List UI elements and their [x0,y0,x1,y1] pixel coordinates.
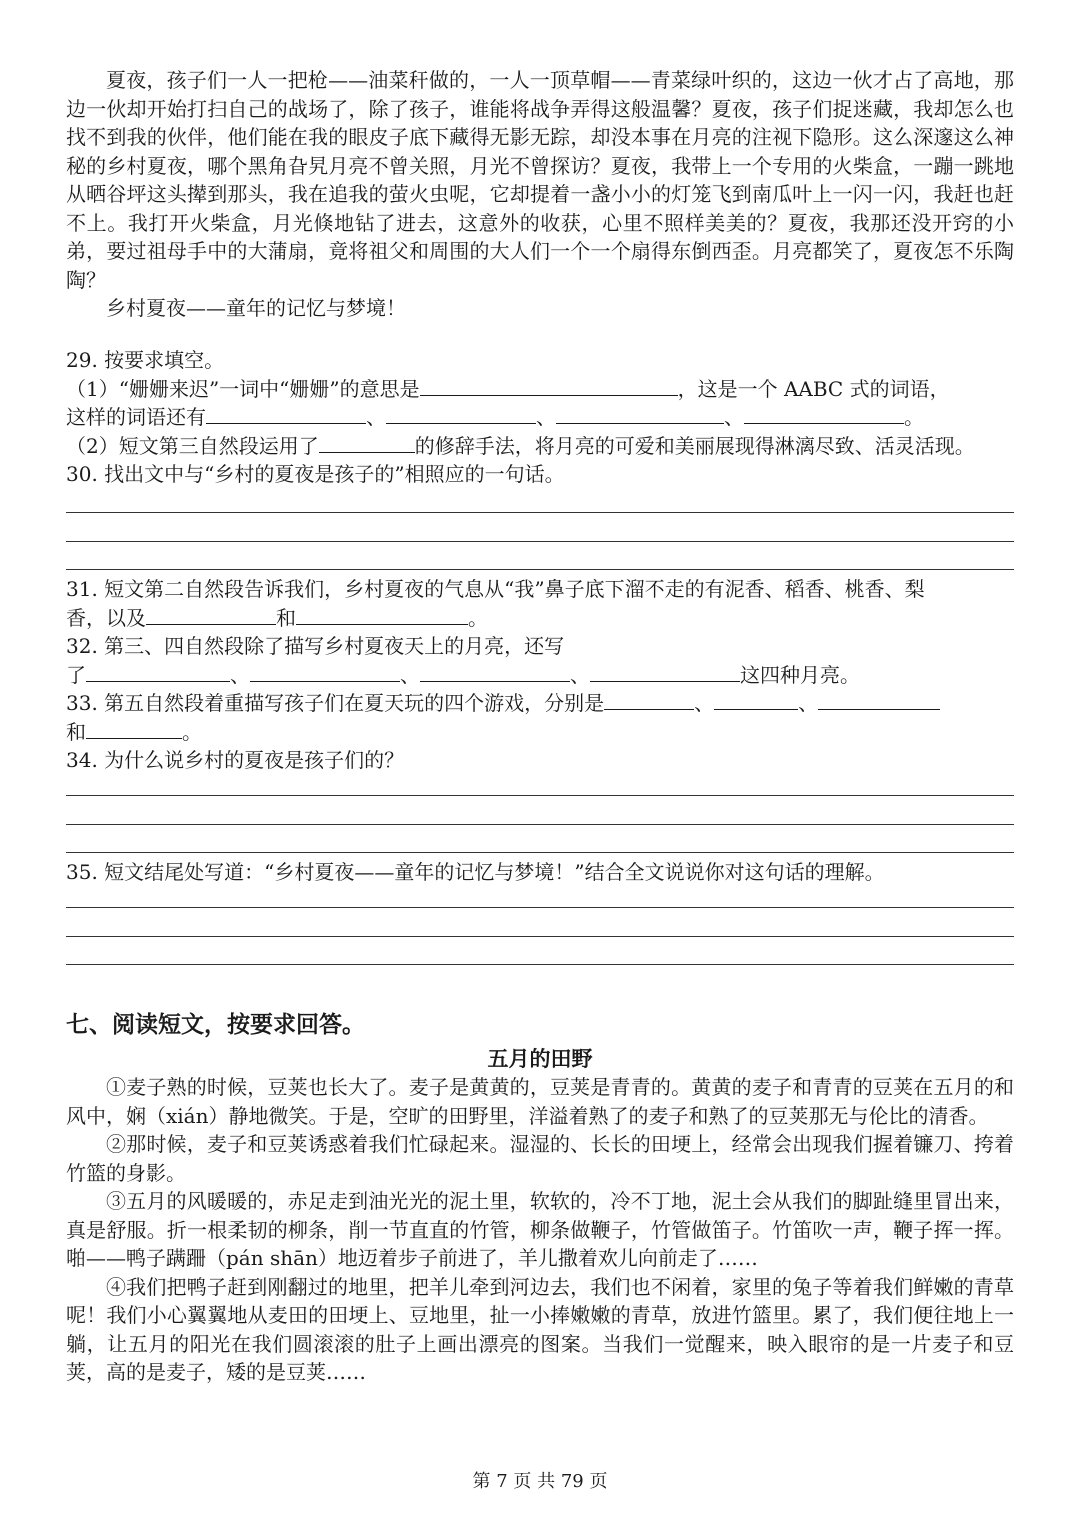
question-30-title: 30. 找出文中与“乡村的夏夜是孩子的”相照应的一句话。 [66,462,565,486]
page-number: 第 7 页 共 79 页 [472,1471,608,1492]
separator: 、 [400,662,420,687]
answer-line[interactable] [66,824,1014,825]
answer-blank[interactable] [714,689,798,710]
answer-line[interactable] [66,569,1014,570]
question-text: 的修辞手法，将月亮的可爱和美丽展现得淋漓尽致、活灵活现。 [414,433,975,458]
answer-line[interactable] [66,795,1014,796]
question-text: （2）短文第三自然段运用了 [66,433,319,458]
question-line [66,689,1026,718]
article-body [66,1073,1014,1387]
answer-blank[interactable] [604,689,694,710]
question-text: ，这是一个 AABC 式的词语， [677,376,950,401]
question-title: 29. 按要求填空。 [66,348,225,372]
question-text: 香，以及 [66,605,146,630]
question-33: 33. 第五自然段着重描写孩子们在夏天玩的四个游戏，分别是 [66,691,605,715]
question-text: 了 [66,662,86,687]
section-heading: 七、阅读短文，按要求回答。 [66,1012,365,1038]
question-line [66,661,1026,690]
questions-31-34 [66,575,1026,775]
answer-line[interactable] [66,907,1014,908]
separator: 、 [536,405,556,429]
question-text: 和 [276,605,296,630]
passage-paragraph: 乡村夏夜——童年的记忆与梦境！ [106,296,406,320]
answer-blank[interactable] [556,403,724,424]
question-31: 31. 短文第二自然段告诉我们，乡村夏夜的气息从“我”鼻子底下溜不走的有泥香、稻香、桃香、梨 [66,577,925,601]
question-text: 这样的词语还有 [66,405,206,429]
article-paragraph: ③五月的风暖暖的，赤足走到油光光的泥土里，软软的，冷不丁地，泥土会从我们的脚趾缝里冒出来，真是舒服。折一根柔韧的柳条，削一节直直的竹管，柳条做鞭子，竹管做笛子。竹笛吹一声，鞭子挥一挥。啪——鸭子蹒跚（pán shān）地迈着步子前进了，羊儿撒着欢儿向前走了…… [66,1189,1014,1270]
answer-blank[interactable] [86,718,182,739]
question-text: 这四种月亮。 [740,662,860,687]
article-paragraph: ②那时候，麦子和豆荚诱惑着我们忙碌起来。湿湿的、长长的田埂上，经常会出现我们握着镰刀、挎着竹篮的身影。 [66,1132,1014,1185]
question-35-block [66,858,1026,887]
separator: 、 [366,405,386,429]
question-34: 34. 为什么说乡村的夏夜是孩子们的？ [66,748,405,772]
answer-line[interactable] [66,936,1014,937]
question-line [66,403,1026,432]
separator: 、 [230,662,250,687]
passage-top [66,66,1014,323]
question-text: （1）“姗姗来迟”一词中“姗姗”的意思是 [66,376,420,401]
answer-blank[interactable] [420,375,678,396]
question-line [66,604,1026,633]
answer-blank[interactable] [590,661,740,682]
answer-line[interactable] [66,852,1014,853]
article-paragraph: ①麦子熟的时候，豆荚也长大了。麦子是黄黄的，豆荚是青青的。黄黄的麦子和青青的豆荚在五月的和风中，娴（xián）静地微笑。于是，空旷的田野里，洋溢着熟了的麦子和熟了的豆荚那无与伦比的清香。 [66,1075,1014,1128]
answer-blank[interactable] [386,403,536,424]
separator: 。 [468,605,488,630]
article-paragraph: ④我们把鸭子赶到刚翻过的地里，把羊儿牵到河边去，我们也不闲着，家里的兔子等着我们鲜嫩的青草呢！我们小心翼翼地从麦田的田埂上、豆地里，扯一小捧嫩嫩的青草，放进竹篮里。累了，我们便往地上一躺，让五月的阳光在我们圆滚滚的肚子上画出漂亮的图案。当我们一觉醒来，映入眼帘的是一片麦子和豆荚，高的是麦子，矮的是豆荚…… [66,1274,1014,1384]
answer-blank[interactable] [250,661,400,682]
question-29 [66,346,1026,489]
answer-line[interactable] [66,964,1014,965]
answer-blank[interactable] [206,403,366,424]
answer-blank[interactable] [319,432,415,453]
answer-line[interactable] [66,512,1014,513]
answer-blank[interactable] [146,604,276,625]
separator: 。 [182,719,202,744]
answer-blank[interactable] [420,661,570,682]
answer-blank[interactable] [818,689,940,710]
separator: 、 [798,691,819,715]
answer-line[interactable] [66,541,1014,542]
question-line [66,375,1026,404]
question-line [66,718,1026,747]
passage-paragraph: 夏夜，孩子们一人一把枪——油菜秆做的，一人一顶草帽——青菜绿叶织的，这边一伙才占了高地，那边一伙却开始打扫自己的战场了，除了孩子，谁能将战争弄得这般温馨？夏夜，孩子们捉迷藏，我却怎么也找不到我的伙伴，他们能在我的眼皮子底下藏得无影无踪，却没本事在月亮的注视下隐形。这么深邃这么神秘的乡村夏夜，哪个黑角旮旯月亮不曾关照，月光不曾探访？夏夜，我带上一个专用的火柴盒，一蹦一跳地从晒谷坪这头撵到那头，我在追我的萤火虫呢，它却提着一盏小小的灯笼飞到南瓜叶上一闪一闪，我赶也赶不上。我打开火柴盒，月光倏地钻了进去，这意外的收获，心里不照样美美的？夏夜，我那还没开窍的小弟，要过祖母手中的大蒲扇，竟将祖父和周围的大人们一个一个扇得东倒西歪。月亮都笑了，夏夜怎不乐陶陶？ [66,68,1014,292]
answer-blank[interactable] [744,403,904,424]
separator: 、 [694,691,715,715]
question-text: 和 [66,719,86,744]
answer-blank[interactable] [86,661,230,682]
answer-blank[interactable] [296,604,468,625]
article-title: 五月的田野 [487,1047,593,1071]
separator: 、 [724,405,744,429]
separator: 。 [904,405,924,429]
separator: 、 [570,662,590,687]
question-35: 35. 短文结尾处写道：“乡村夏夜——童年的记忆与梦境！”结合全文说说你对这句话的理解。 [66,860,885,884]
question-32: 32. 第三、四自然段除了描写乡村夏夜天上的月亮，还写 [66,634,565,658]
question-line [66,432,1026,461]
